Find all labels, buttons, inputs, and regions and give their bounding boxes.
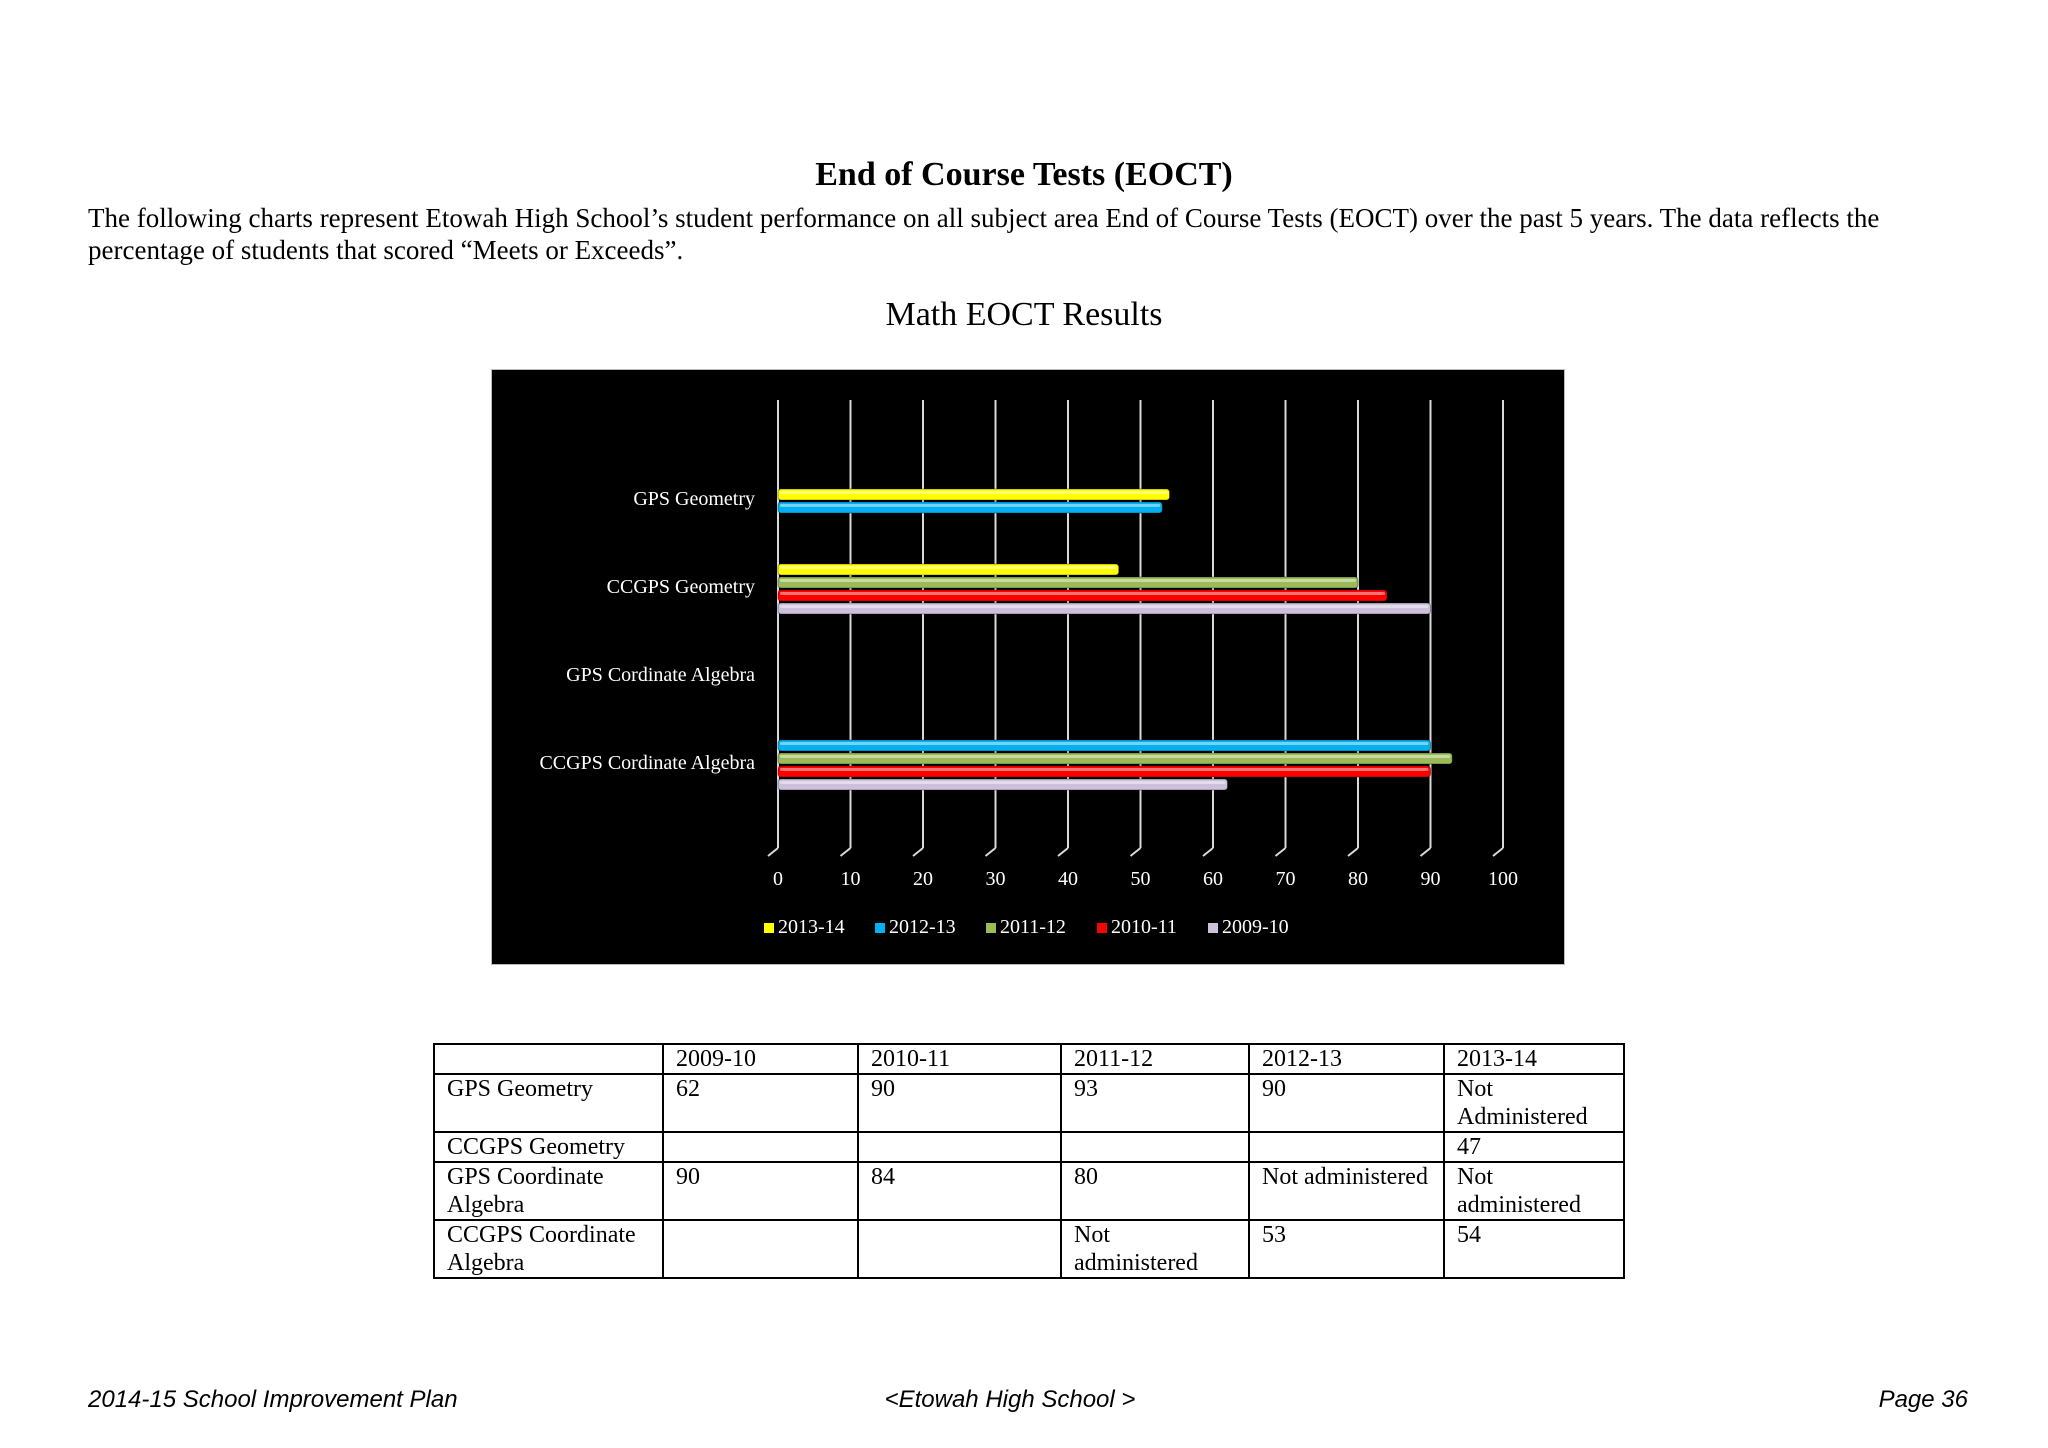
table-cell: 54 [1444,1220,1624,1278]
legend-swatch [1097,923,1107,933]
footer-school-name: <Etowah High School > [884,1386,1136,1413]
legend-swatch [764,923,774,933]
tick-mark [1493,848,1503,856]
table-header-cell: 2013-14 [1444,1044,1624,1074]
table-cell [858,1220,1061,1278]
table-header-cell: 2010-11 [858,1044,1061,1074]
table-cell: Not administered [1249,1162,1444,1220]
legend-label: 2011-12 [1000,916,1066,938]
table-header-cell: 2011-12 [1061,1044,1249,1074]
category-label: GPS Geometry [633,488,755,510]
legend-swatch [875,923,885,933]
category-label: GPS Cordinate Algebra [566,664,755,686]
math-eoct-bar-chart [492,370,1564,964]
table-cell: GPS Geometry [434,1074,663,1132]
category-label: CCGPS Geometry [606,576,755,598]
table-cell: 84 [858,1162,1061,1220]
table-cell: 90 [663,1162,858,1220]
x-tick-label: 100 [1488,868,1518,890]
x-tick-label: 70 [1275,868,1296,890]
table-cell: GPS Coordinate Algebra [434,1162,663,1220]
bar [778,590,1387,601]
table-header-cell [434,1044,663,1074]
bar-highlight [780,768,1429,771]
x-tick-label: 90 [1420,868,1441,890]
bar [778,502,1162,513]
tick-mark [1058,848,1068,856]
bar-highlight [780,579,1356,582]
x-tick-label: 80 [1348,868,1368,890]
tick-mark [1203,848,1213,856]
bar [778,577,1358,588]
eoct-results-table [433,1043,1625,1279]
table-cell [858,1132,1061,1162]
legend-swatch [986,923,996,933]
x-tick-label: 60 [1203,868,1223,890]
legend-label: 2012-13 [889,916,956,938]
table-cell: 80 [1061,1162,1249,1220]
table-header-row [434,1044,1624,1074]
x-tick-label: 30 [985,868,1006,890]
bar [778,740,1431,751]
legend-swatch [1208,923,1218,933]
chart-title: Math EOCT Results [885,296,1163,333]
footer-plan-title: 2014-15 School Improvement Plan [88,1386,458,1413]
tick-mark [986,848,996,856]
tick-mark [768,848,778,856]
table-cell [1249,1132,1444,1162]
x-tick-label: 50 [1130,868,1151,890]
table-header-cell: 2009-10 [663,1044,858,1074]
tick-mark [841,848,851,856]
legend-label: 2010-11 [1111,916,1177,938]
bar-highlight [780,592,1385,595]
x-tick-label: 10 [840,868,861,890]
footer-page-number: Page 36 [1878,1386,1968,1413]
tick-mark [1131,848,1141,856]
bar-highlight [780,566,1117,569]
table-cell: 47 [1444,1132,1624,1162]
table-row [434,1220,1624,1278]
bar [778,564,1119,575]
tick-mark [1276,848,1286,856]
bar [778,766,1431,777]
page-title: End of Course Tests (EOCT) [815,156,1233,193]
tick-mark [1348,848,1358,856]
table-cell: 93 [1061,1074,1249,1132]
table-cell: CCGPS Geometry [434,1132,663,1162]
bar-highlight [780,605,1429,608]
x-tick-label: 0 [773,868,783,890]
table-cell: Not administered [1444,1162,1624,1220]
table-cell: 53 [1249,1220,1444,1278]
table-row [434,1132,1624,1162]
x-tick-label: 20 [913,868,933,890]
bar [778,753,1452,764]
bar [778,489,1170,500]
table-cell [1061,1132,1249,1162]
table-row [434,1162,1624,1220]
bar-highlight [780,742,1429,745]
category-label: CCGPS Cordinate Algebra [539,752,755,774]
table-row [434,1074,1624,1132]
legend-label: 2009-10 [1222,916,1289,938]
bar [778,779,1228,790]
tick-mark [1421,848,1431,856]
table-cell: Not Administered [1444,1074,1624,1132]
x-tick-label: 40 [1058,868,1078,890]
table-cell: CCGPS Coordinate Algebra [434,1220,663,1278]
bar [778,603,1431,614]
table-cell: Not administered [1061,1220,1249,1278]
bar-highlight [780,491,1168,494]
bar-highlight [780,504,1160,507]
table-header-cell: 2012-13 [1249,1044,1444,1074]
table-cell: 62 [663,1074,858,1132]
table-cell [663,1132,858,1162]
legend-label: 2013-14 [778,916,845,938]
chart-area [491,369,1565,965]
table-cell: 90 [1249,1074,1444,1132]
bar-highlight [780,755,1450,758]
tick-mark [913,848,923,856]
table-cell: 90 [858,1074,1061,1132]
intro-paragraph: The following charts represent Etowah High School’s student performance on all subject area End of Course Tests (EOCT) over the past 5 years. The data reflects the percentage of students that scored “Meets or Exceeds”. [88,203,1880,265]
table-cell [663,1220,858,1278]
bar-highlight [780,781,1226,784]
